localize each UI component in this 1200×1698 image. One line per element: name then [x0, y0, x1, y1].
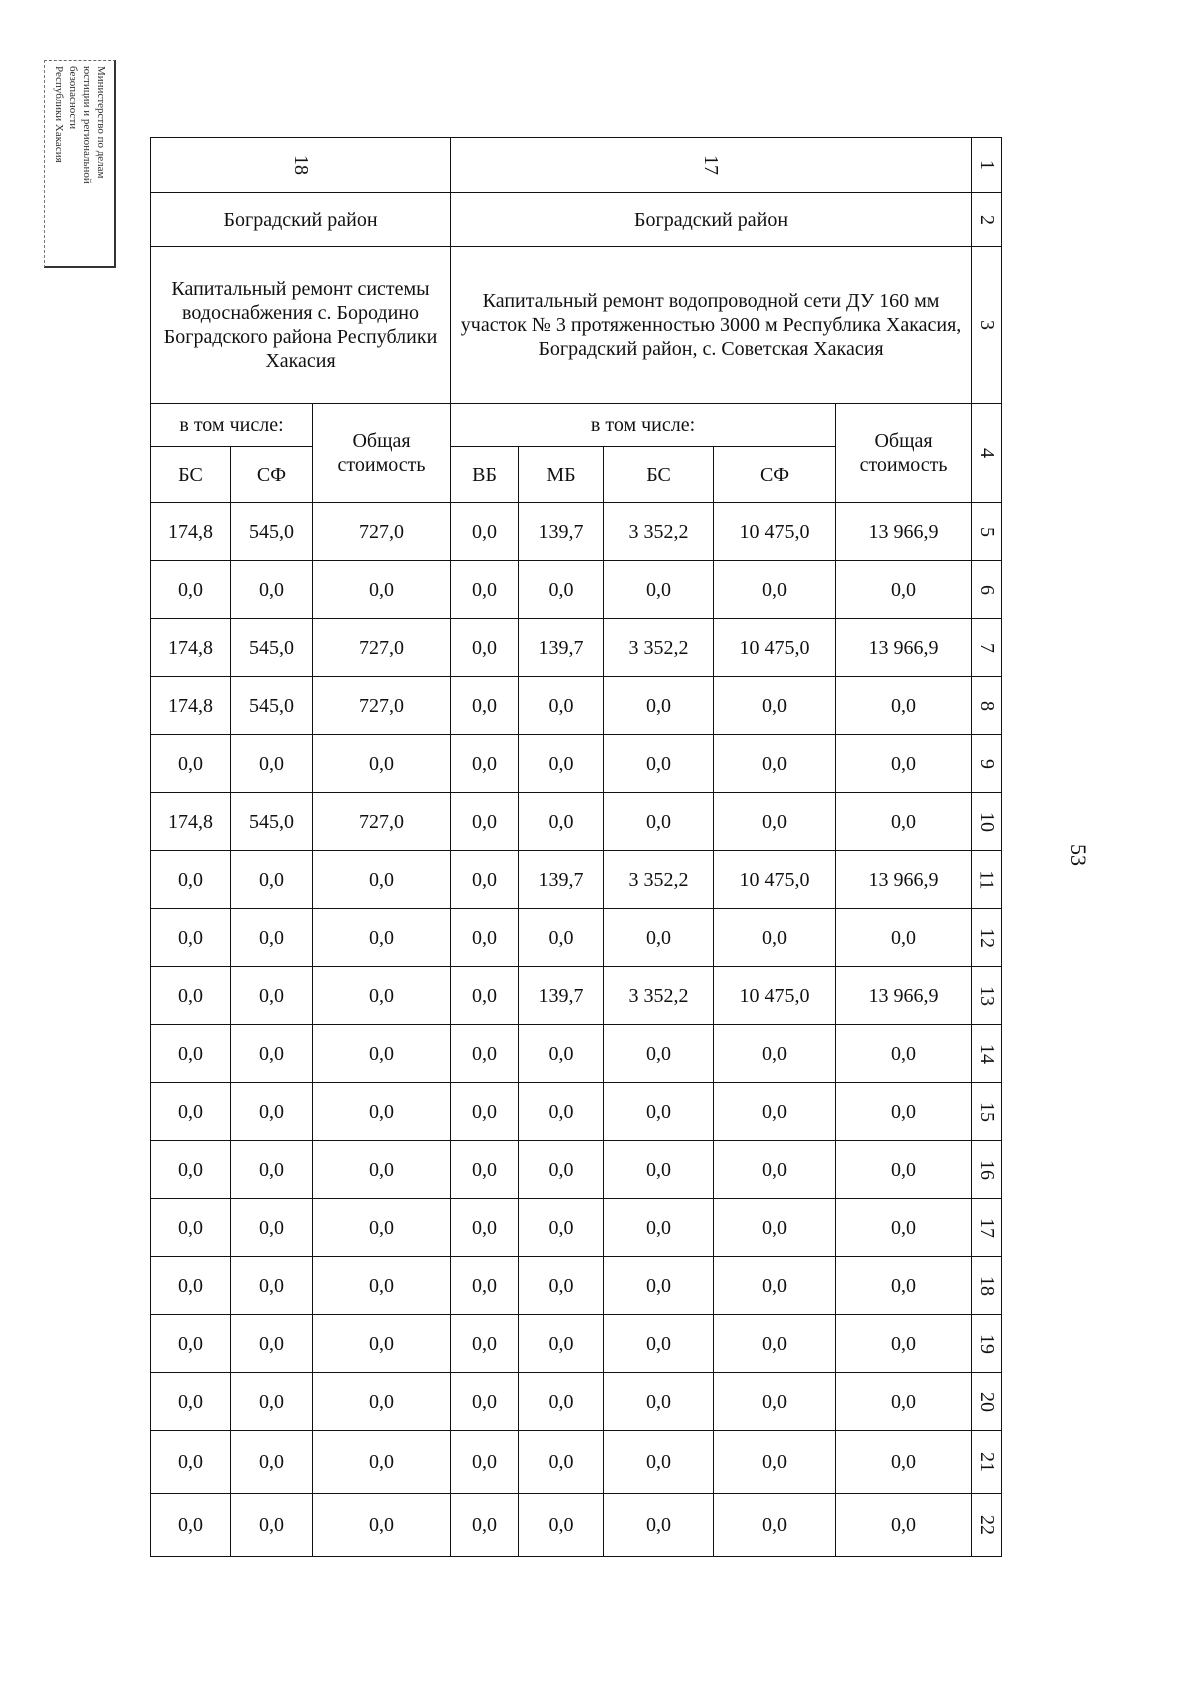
value-cell: 0,0 — [151, 909, 231, 967]
value-cell: 139,7 — [519, 967, 604, 1025]
value-cell: 0,0 — [604, 1141, 714, 1199]
value-cell: 0,0 — [604, 1199, 714, 1257]
value-cell: 0,0 — [231, 1431, 313, 1494]
row-index: 3 — [975, 320, 998, 330]
row-index: 10 — [975, 811, 998, 832]
value-cell: 0,0 — [151, 735, 231, 793]
value-cell: 0,0 — [604, 1431, 714, 1494]
row-index-cell — [972, 967, 1002, 1025]
value-cell: 0,0 — [451, 1141, 519, 1199]
value-cell: 0,0 — [519, 1141, 604, 1199]
value-cell: 0,0 — [714, 1257, 836, 1315]
value-cell: 139,7 — [519, 851, 604, 909]
row-index-cell — [972, 735, 1002, 793]
column-header: БС — [604, 447, 714, 503]
row-index: 2 — [975, 214, 998, 225]
value-cell: 0,0 — [604, 1257, 714, 1315]
value-cell: 0,0 — [714, 677, 836, 735]
value-cell: 727,0 — [313, 793, 451, 851]
row-index: 22 — [975, 1515, 998, 1535]
table-row — [151, 735, 1002, 793]
value-cell: 0,0 — [714, 1025, 836, 1083]
row-index-cell — [972, 1257, 1002, 1315]
value-cell: 0,0 — [231, 1373, 313, 1431]
value-cell: 10 475,0 — [714, 967, 836, 1025]
row-index: 8 — [975, 700, 998, 711]
district-label: Боградский район — [451, 193, 972, 247]
value-cell: 139,7 — [519, 503, 604, 561]
row-index: 15 — [975, 1101, 998, 1122]
value-cell: 0,0 — [714, 1141, 836, 1199]
stamp-line: безопасности — [66, 65, 79, 129]
value-cell: 0,0 — [451, 1083, 519, 1141]
value-cell: 0,0 — [451, 1431, 519, 1494]
value-cell: 0,0 — [604, 1083, 714, 1141]
value-cell: 0,0 — [451, 1199, 519, 1257]
table-row — [151, 851, 1002, 909]
row-index-cell — [972, 1083, 1002, 1141]
column-header: МБ — [519, 447, 604, 503]
row-index-cell — [972, 677, 1002, 735]
value-cell: 0,0 — [313, 909, 451, 967]
value-cell: 139,7 — [519, 619, 604, 677]
value-cell: 0,0 — [836, 1199, 972, 1257]
value-cell: 0,0 — [604, 1315, 714, 1373]
value-cell: 0,0 — [519, 561, 604, 619]
value-cell: 0,0 — [836, 1373, 972, 1431]
value-cell: 0,0 — [519, 1025, 604, 1083]
value-cell: 0,0 — [313, 1141, 451, 1199]
value-cell: 0,0 — [451, 1494, 519, 1557]
project-number: 18 — [289, 155, 312, 175]
value-cell: 0,0 — [151, 967, 231, 1025]
value-cell: 0,0 — [714, 1315, 836, 1373]
value-cell: 0,0 — [519, 793, 604, 851]
value-cell: 0,0 — [836, 561, 972, 619]
value-cell: 0,0 — [604, 561, 714, 619]
value-cell: 727,0 — [313, 503, 451, 561]
value-cell: 0,0 — [836, 1083, 972, 1141]
row-index-cell — [972, 1431, 1002, 1494]
table-row — [151, 1083, 1002, 1141]
value-cell: 0,0 — [519, 677, 604, 735]
row-index: 6 — [975, 584, 998, 595]
value-cell: 0,0 — [451, 619, 519, 677]
row-index-cell — [972, 561, 1002, 619]
value-cell: 0,0 — [836, 793, 972, 851]
value-cell: 3 352,2 — [604, 503, 714, 561]
value-cell: 0,0 — [313, 1257, 451, 1315]
table-row — [151, 1431, 1002, 1494]
row-index-cell — [972, 619, 1002, 677]
project-number-cell — [151, 138, 451, 193]
stamp-line: Министерство по делам — [94, 65, 107, 179]
value-cell: 727,0 — [313, 677, 451, 735]
value-cell: 0,0 — [313, 967, 451, 1025]
column-header: СФ — [231, 447, 313, 503]
value-cell: 0,0 — [714, 735, 836, 793]
value-cell: 0,0 — [151, 1315, 231, 1373]
project-number: 17 — [700, 155, 723, 175]
value-cell: 0,0 — [451, 561, 519, 619]
value-cell: 0,0 — [519, 735, 604, 793]
column-header: СФ — [714, 447, 836, 503]
total-cost-header: Общая стоимость — [313, 404, 451, 503]
value-cell: 0,0 — [714, 1199, 836, 1257]
row-index-cell — [972, 909, 1002, 967]
value-cell: 0,0 — [451, 851, 519, 909]
value-cell: 0,0 — [151, 1083, 231, 1141]
value-cell: 545,0 — [231, 677, 313, 735]
value-cell: 0,0 — [836, 735, 972, 793]
value-cell: 0,0 — [836, 1025, 972, 1083]
value-cell: 13 966,9 — [836, 503, 972, 561]
table-row — [151, 967, 1002, 1025]
value-cell: 0,0 — [151, 1199, 231, 1257]
district-label: Боградский район — [151, 193, 451, 247]
table-row — [151, 1373, 1002, 1431]
row-index-cell — [972, 247, 1002, 404]
value-cell: 0,0 — [231, 967, 313, 1025]
value-cell: 0,0 — [714, 1494, 836, 1557]
value-cell: 0,0 — [151, 1373, 231, 1431]
value-cell: 0,0 — [604, 1494, 714, 1557]
value-cell: 0,0 — [604, 793, 714, 851]
value-cell: 0,0 — [519, 1199, 604, 1257]
value-cell: 0,0 — [313, 1494, 451, 1557]
row-index: 21 — [975, 1452, 998, 1472]
value-cell: 0,0 — [231, 1141, 313, 1199]
row-index-cell — [972, 1199, 1002, 1257]
row-index-cell — [972, 404, 1002, 503]
value-cell: 0,0 — [836, 1494, 972, 1557]
row-index: 7 — [975, 642, 998, 653]
row-index: 16 — [975, 1159, 998, 1180]
value-cell: 0,0 — [836, 1315, 972, 1373]
header-row-district — [151, 193, 1002, 247]
row-index-cell — [972, 503, 1002, 561]
value-cell: 0,0 — [231, 1199, 313, 1257]
value-cell: 0,0 — [151, 561, 231, 619]
value-cell: 0,0 — [231, 1494, 313, 1557]
value-cell: 0,0 — [451, 793, 519, 851]
column-header: БС — [151, 447, 231, 503]
table-row — [151, 503, 1002, 561]
stamp-line: Республики Хакасия — [52, 65, 65, 163]
row-index-cell — [972, 1494, 1002, 1557]
value-cell: 0,0 — [519, 909, 604, 967]
value-cell: 0,0 — [519, 1431, 604, 1494]
header-row-number — [151, 138, 1002, 193]
value-cell: 0,0 — [231, 735, 313, 793]
row-index: 13 — [975, 985, 998, 1006]
row-index-cell — [972, 1315, 1002, 1373]
value-cell: 0,0 — [836, 1141, 972, 1199]
value-cell: 0,0 — [313, 1431, 451, 1494]
value-cell: 0,0 — [451, 1373, 519, 1431]
value-cell: 0,0 — [451, 1025, 519, 1083]
value-cell: 0,0 — [451, 1315, 519, 1373]
value-cell: 0,0 — [151, 1431, 231, 1494]
value-cell: 0,0 — [231, 1025, 313, 1083]
value-cell: 174,8 — [151, 793, 231, 851]
table-row — [151, 793, 1002, 851]
value-cell: 0,0 — [604, 735, 714, 793]
page-number: 53 — [1066, 844, 1091, 866]
row-index: 5 — [975, 526, 998, 537]
value-cell: 0,0 — [519, 1315, 604, 1373]
row-index: 18 — [975, 1275, 998, 1296]
value-cell: 0,0 — [231, 851, 313, 909]
row-index: 4 — [975, 448, 998, 458]
row-index-cell — [972, 138, 1002, 193]
table-row — [151, 677, 1002, 735]
stamp-line: юстиции и региональной — [80, 65, 93, 184]
value-cell: 0,0 — [313, 1083, 451, 1141]
value-cell: 13 966,9 — [836, 851, 972, 909]
value-cell: 174,8 — [151, 677, 231, 735]
data-table — [150, 137, 1002, 1557]
table-row — [151, 1494, 1002, 1557]
value-cell: 0,0 — [714, 909, 836, 967]
value-cell: 0,0 — [313, 1315, 451, 1373]
row-index: 9 — [975, 758, 998, 769]
row-index-cell — [972, 793, 1002, 851]
value-cell: 0,0 — [519, 1083, 604, 1141]
value-cell: 0,0 — [313, 735, 451, 793]
table-row — [151, 1315, 1002, 1373]
value-cell: 0,0 — [151, 851, 231, 909]
value-cell: 0,0 — [151, 1141, 231, 1199]
table-row — [151, 1025, 1002, 1083]
value-cell: 0,0 — [836, 909, 972, 967]
row-index-cell — [972, 1373, 1002, 1431]
header-row-group — [151, 404, 1002, 447]
row-index-cell — [972, 1025, 1002, 1083]
value-cell: 0,0 — [231, 1257, 313, 1315]
table-row — [151, 561, 1002, 619]
value-cell: 13 966,9 — [836, 967, 972, 1025]
value-cell: 0,0 — [836, 1431, 972, 1494]
value-cell: 0,0 — [231, 561, 313, 619]
value-cell: 3 352,2 — [604, 967, 714, 1025]
including-label: в том числе: — [451, 404, 836, 447]
registration-stamp — [44, 60, 116, 268]
project-number-cell — [451, 138, 972, 193]
value-cell: 0,0 — [714, 793, 836, 851]
value-cell: 0,0 — [231, 1083, 313, 1141]
row-index: 14 — [975, 1043, 998, 1064]
value-cell: 0,0 — [604, 1025, 714, 1083]
value-cell: 0,0 — [151, 1257, 231, 1315]
value-cell: 545,0 — [231, 793, 313, 851]
value-cell: 0,0 — [313, 1373, 451, 1431]
value-cell: 0,0 — [451, 1257, 519, 1315]
value-cell: 0,0 — [604, 677, 714, 735]
value-cell: 0,0 — [451, 735, 519, 793]
value-cell: 545,0 — [231, 503, 313, 561]
project-description: Капитальный ремонт системы водоснабжения с. Бородино Боградского района Республики Хакасия — [151, 247, 451, 404]
value-cell: 0,0 — [714, 1431, 836, 1494]
value-cell: 0,0 — [519, 1494, 604, 1557]
value-cell: 0,0 — [714, 1373, 836, 1431]
value-cell: 0,0 — [451, 503, 519, 561]
row-index-cell — [972, 851, 1002, 909]
value-cell: 10 475,0 — [714, 503, 836, 561]
value-cell: 0,0 — [604, 909, 714, 967]
table-row — [151, 1141, 1002, 1199]
value-cell: 545,0 — [231, 619, 313, 677]
column-header: ВБ — [451, 447, 519, 503]
value-cell: 0,0 — [836, 677, 972, 735]
including-label: в том числе: — [151, 404, 313, 447]
row-index: 12 — [975, 927, 998, 948]
value-cell: 0,0 — [231, 909, 313, 967]
value-cell: 0,0 — [151, 1494, 231, 1557]
value-cell: 0,0 — [836, 1257, 972, 1315]
value-cell: 0,0 — [451, 909, 519, 967]
value-cell: 0,0 — [519, 1257, 604, 1315]
value-cell: 174,8 — [151, 503, 231, 561]
total-cost-header: Общая стоимость — [836, 404, 972, 503]
value-cell: 10 475,0 — [714, 851, 836, 909]
value-cell: 0,0 — [451, 967, 519, 1025]
row-index: 17 — [975, 1217, 998, 1238]
value-cell: 0,0 — [313, 1025, 451, 1083]
table-row — [151, 1199, 1002, 1257]
value-cell: 13 966,9 — [836, 619, 972, 677]
value-cell: 0,0 — [313, 561, 451, 619]
row-index: 11 — [975, 869, 998, 890]
row-index: 19 — [975, 1333, 998, 1354]
value-cell: 0,0 — [714, 561, 836, 619]
value-cell: 3 352,2 — [604, 851, 714, 909]
value-cell: 727,0 — [313, 619, 451, 677]
value-cell: 0,0 — [519, 1373, 604, 1431]
value-cell: 0,0 — [313, 1199, 451, 1257]
row-index: 20 — [975, 1391, 998, 1412]
value-cell: 0,0 — [451, 677, 519, 735]
header-row-description — [151, 247, 1002, 404]
table-row — [151, 619, 1002, 677]
row-index: 1 — [975, 160, 998, 170]
value-cell: 0,0 — [714, 1083, 836, 1141]
row-index-cell — [972, 193, 1002, 247]
value-cell: 0,0 — [231, 1315, 313, 1373]
row-index-cell — [972, 1141, 1002, 1199]
value-cell: 0,0 — [313, 851, 451, 909]
value-cell: 174,8 — [151, 619, 231, 677]
value-cell: 0,0 — [151, 1025, 231, 1083]
table-row — [151, 1257, 1002, 1315]
table-row — [151, 909, 1002, 967]
project-description: Капитальный ремонт водопроводной сети ДУ 160 мм участок № 3 протяженностью 3000 м Республика Хакасия, Боградский район, с. Советская Хакасия — [451, 247, 972, 404]
value-cell: 0,0 — [604, 1373, 714, 1431]
value-cell: 10 475,0 — [714, 619, 836, 677]
value-cell: 3 352,2 — [604, 619, 714, 677]
